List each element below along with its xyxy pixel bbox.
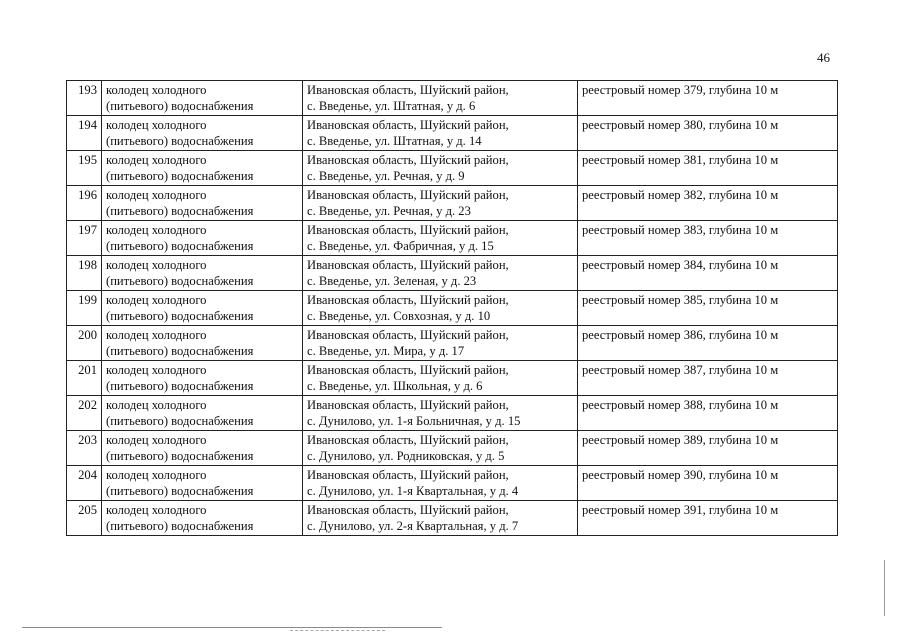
address-line-1: Ивановская область, Шуйский район,: [307, 293, 509, 307]
table-row: [67, 326, 838, 361]
row-number: 205: [67, 501, 102, 536]
address-line-2: с. Дунилово, ул. 2-я Квартальная, у д. 7: [307, 519, 519, 533]
scan-bottom-dash: [290, 630, 385, 632]
row-number: 194: [67, 116, 102, 151]
object-name-line-2: (питьевого) водоснабжения: [106, 134, 254, 148]
object-name-cell: [102, 326, 303, 361]
address-line-2: с. Введенье, ул. Зеленая, у д. 23: [307, 274, 477, 288]
address-line-2: с. Введенье, ул. Речная, у д. 23: [307, 204, 471, 218]
row-number: 197: [67, 221, 102, 256]
table-row: [67, 221, 838, 256]
row-number: 199: [67, 291, 102, 326]
address-line-1: Ивановская область, Шуйский район,: [307, 328, 509, 342]
address-cell: [303, 326, 578, 361]
object-name-cell: [102, 291, 303, 326]
address-cell: [303, 151, 578, 186]
address-line-2: с. Введенье, ул. Штатная, у д. 14: [307, 134, 482, 148]
object-name-line-2: (питьевого) водоснабжения: [106, 99, 254, 113]
object-name-line-2: (питьевого) водоснабжения: [106, 484, 254, 498]
row-number: 198: [67, 256, 102, 291]
object-name-line-1: колодец холодного: [106, 223, 207, 237]
address-line-1: Ивановская область, Шуйский район,: [307, 223, 509, 237]
address-line-2: с. Введенье, ул. Речная, у д. 9: [307, 169, 465, 183]
object-name-line-2: (питьевого) водоснабжения: [106, 449, 254, 463]
object-name-line-1: колодец холодного: [106, 188, 207, 202]
address-cell: [303, 81, 578, 116]
row-number: 200: [67, 326, 102, 361]
registry-note-cell: реестровый номер 382, глубина 10 м: [578, 186, 838, 221]
registry-table: [66, 80, 838, 536]
registry-note-cell: реестровый номер 383, глубина 10 м: [578, 221, 838, 256]
object-name-line-1: колодец холодного: [106, 433, 207, 447]
registry-note-cell: реестровый номер 380, глубина 10 м: [578, 116, 838, 151]
table-row: [67, 466, 838, 501]
address-cell: [303, 291, 578, 326]
address-line-1: Ивановская область, Шуйский район,: [307, 153, 509, 167]
address-cell: [303, 256, 578, 291]
object-name-line-1: колодец холодного: [106, 153, 207, 167]
registry-note-cell: реестровый номер 384, глубина 10 м: [578, 256, 838, 291]
row-number: 202: [67, 396, 102, 431]
address-line-2: с. Введенье, ул. Фабричная, у д. 15: [307, 239, 494, 253]
object-name-cell: [102, 361, 303, 396]
row-number: 201: [67, 361, 102, 396]
object-name-line-1: колодец холодного: [106, 258, 207, 272]
object-name-cell: [102, 151, 303, 186]
table-row: [67, 361, 838, 396]
table-row: [67, 291, 838, 326]
object-name-line-1: колодец холодного: [106, 328, 207, 342]
registry-note-cell: реестровый номер 385, глубина 10 м: [578, 291, 838, 326]
address-cell: [303, 431, 578, 466]
registry-note-cell: реестровый номер 379, глубина 10 м: [578, 81, 838, 116]
address-line-1: Ивановская область, Шуйский район,: [307, 398, 509, 412]
address-line-2: с. Введенье, ул. Школьная, у д. 6: [307, 379, 483, 393]
table-row: [67, 501, 838, 536]
address-line-2: с. Введенье, ул. Совхозная, у д. 10: [307, 309, 491, 323]
address-line-1: Ивановская область, Шуйский район,: [307, 433, 509, 447]
address-cell: [303, 221, 578, 256]
address-line-2: с. Дунилово, ул. 1-я Квартальная, у д. 4: [307, 484, 519, 498]
object-name-line-2: (питьевого) водоснабжения: [106, 274, 254, 288]
address-cell: [303, 116, 578, 151]
object-name-line-1: колодец холодного: [106, 503, 207, 517]
row-number: 193: [67, 81, 102, 116]
object-name-line-1: колодец холодного: [106, 468, 207, 482]
object-name-cell: [102, 81, 303, 116]
address-line-1: Ивановская область, Шуйский район,: [307, 363, 509, 377]
object-name-cell: [102, 256, 303, 291]
address-line-1: Ивановская область, Шуйский район,: [307, 188, 509, 202]
registry-note-cell: реестровый номер 381, глубина 10 м: [578, 151, 838, 186]
address-cell: [303, 466, 578, 501]
table-row: [67, 116, 838, 151]
table-row: [67, 256, 838, 291]
address-cell: [303, 396, 578, 431]
address-line-1: Ивановская область, Шуйский район,: [307, 258, 509, 272]
address-line-1: Ивановская область, Шуйский район,: [307, 468, 509, 482]
object-name-line-2: (питьевого) водоснабжения: [106, 414, 254, 428]
registry-note-cell: реестровый номер 389, глубина 10 м: [578, 431, 838, 466]
table-row: [67, 186, 838, 221]
object-name-line-2: (питьевого) водоснабжения: [106, 309, 254, 323]
row-number: 196: [67, 186, 102, 221]
object-name-line-1: колодец холодного: [106, 293, 207, 307]
address-line-2: с. Дунилово, ул. Родниковская, у д. 5: [307, 449, 505, 463]
table-row: [67, 151, 838, 186]
object-name-line-2: (питьевого) водоснабжения: [106, 379, 254, 393]
object-name-cell: [102, 431, 303, 466]
row-number: 204: [67, 466, 102, 501]
scan-margin-line: [884, 560, 885, 616]
table-row: [67, 396, 838, 431]
object-name-cell: [102, 396, 303, 431]
registry-note-cell: реестровый номер 386, глубина 10 м: [578, 326, 838, 361]
address-line-2: с. Дунилово, ул. 1-я Больничная, у д. 15: [307, 414, 521, 428]
object-name-line-2: (питьевого) водоснабжения: [106, 519, 254, 533]
registry-note-cell: реестровый номер 391, глубина 10 м: [578, 501, 838, 536]
object-name-line-1: колодец холодного: [106, 118, 207, 132]
object-name-line-2: (питьевого) водоснабжения: [106, 204, 254, 218]
table-row: [67, 81, 838, 116]
scan-bottom-line: [22, 627, 442, 628]
object-name-line-2: (питьевого) водоснабжения: [106, 169, 254, 183]
object-name-cell: [102, 466, 303, 501]
row-number: 203: [67, 431, 102, 466]
address-cell: [303, 361, 578, 396]
registry-note-cell: реестровый номер 387, глубина 10 м: [578, 361, 838, 396]
address-line-2: с. Введенье, ул. Штатная, у д. 6: [307, 99, 476, 113]
object-name-line-1: колодец холодного: [106, 363, 207, 377]
registry-table-body: [67, 81, 838, 536]
object-name-line-1: колодец холодного: [106, 83, 207, 97]
address-cell: [303, 186, 578, 221]
object-name-line-2: (питьевого) водоснабжения: [106, 344, 254, 358]
address-line-1: Ивановская область, Шуйский район,: [307, 118, 509, 132]
object-name-cell: [102, 186, 303, 221]
row-number: 195: [67, 151, 102, 186]
address-cell: [303, 501, 578, 536]
address-line-1: Ивановская область, Шуйский район,: [307, 83, 509, 97]
address-line-1: Ивановская область, Шуйский район,: [307, 503, 509, 517]
registry-note-cell: реестровый номер 390, глубина 10 м: [578, 466, 838, 501]
table-row: [67, 431, 838, 466]
registry-note-cell: реестровый номер 388, глубина 10 м: [578, 396, 838, 431]
object-name-cell: [102, 501, 303, 536]
object-name-line-2: (питьевого) водоснабжения: [106, 239, 254, 253]
object-name-cell: [102, 221, 303, 256]
object-name-line-1: колодец холодного: [106, 398, 207, 412]
object-name-cell: [102, 116, 303, 151]
page-number: 46: [817, 50, 830, 65]
address-line-2: с. Введенье, ул. Мира, у д. 17: [307, 344, 465, 358]
